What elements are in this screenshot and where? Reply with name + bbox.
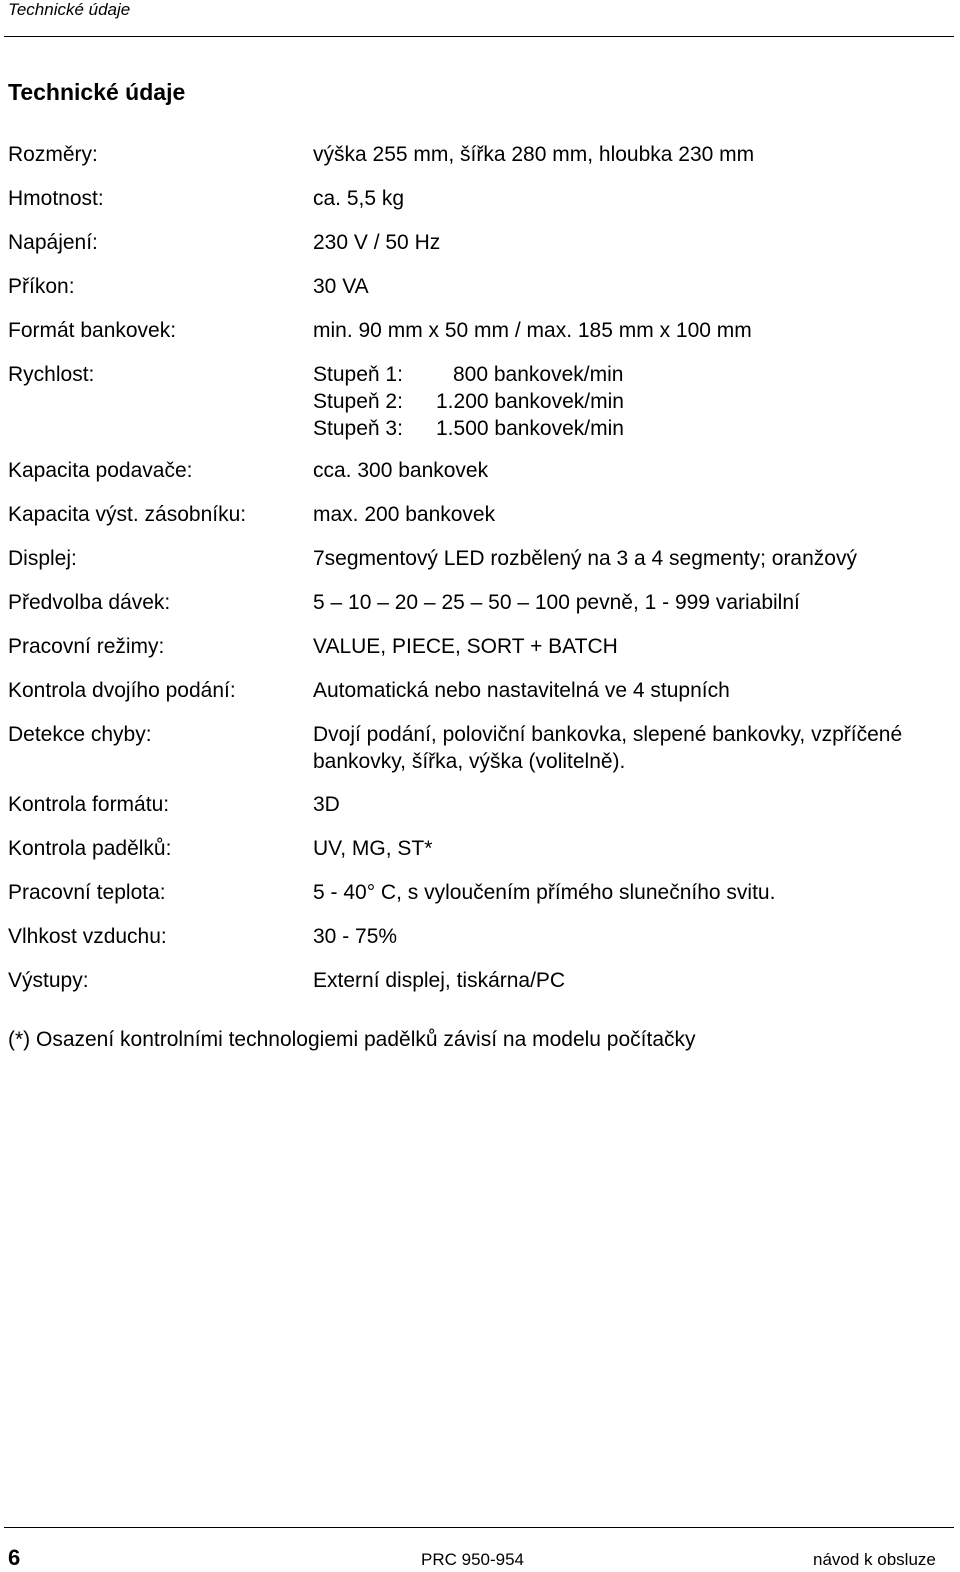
spec-value-outputs: Externí displej, tiskárna/PC [313, 969, 566, 992]
spec-label-dimensions: Rozměry: [8, 143, 98, 166]
spec-label-counterfeit-check: Kontrola padělků: [8, 837, 172, 860]
spec-value-power-consumption: 30 VA [313, 275, 369, 298]
spec-label-power-consumption: Příkon: [8, 275, 75, 298]
speed-stage: Stupeň 1: [313, 363, 403, 386]
header-divider [4, 36, 954, 37]
spec-value-stacker-capacity: max. 200 bankovek [313, 503, 496, 526]
spec-label-work-modes: Pracovní režimy: [8, 635, 165, 658]
spec-value-feeder-capacity: cca. 300 bankovek [313, 459, 489, 482]
speed-stage: Stupeň 3: [313, 417, 403, 440]
spec-value-double-feed-check: Automatická nebo nastavitelná ve 4 stupních [313, 679, 730, 702]
spec-label-batch-preset: Předvolba dávek: [8, 591, 171, 614]
spec-label-display: Displej: [8, 547, 77, 570]
speed-rate: 1.500 bankovek/min [436, 417, 624, 440]
spec-label-format-check: Kontrola formátu: [8, 793, 170, 816]
spec-value-operating-temperature: 5 - 40° C, s vyloučením přímého slunečního svitu. [313, 881, 776, 904]
footer-divider [4, 1527, 954, 1528]
spec-value-display: 7segmentový LED rozbělený na 3 a 4 segmenty; oranžový [313, 547, 857, 570]
spec-label-feeder-capacity: Kapacita podavače: [8, 459, 193, 482]
speed-stage: Stupeň 2: [313, 390, 403, 413]
spec-label-stacker-capacity: Kapacita výst. zásobníku: [8, 503, 247, 526]
spec-label-outputs: Výstupy: [8, 969, 89, 992]
spec-label-weight: Hmotnost: [8, 187, 104, 210]
footnote: (*) Osazení kontrolními technologiemi padělků závisí na modelu počítačky [8, 1028, 696, 1051]
spec-value-banknote-format: min. 90 mm x 50 mm / max. 185 mm x 100 mm [313, 319, 752, 342]
spec-value-work-modes: VALUE, PIECE, SORT + BATCH [313, 635, 618, 658]
spec-value-error-detection-continued: bankovky, šířka, výška (volitelně). [313, 750, 626, 773]
spec-label-double-feed-check: Kontrola dvojího podání: [8, 679, 236, 702]
spec-value-format-check: 3D [313, 793, 340, 816]
spec-label-power-supply: Napájení: [8, 231, 98, 254]
footer-manual-name: návod k obsluze [813, 1550, 936, 1569]
spec-value-power-supply: 230 V / 50 Hz [313, 231, 441, 254]
spec-label-speed: Rychlost: [8, 363, 95, 386]
spec-value-counterfeit-check: UV, MG, ST* [313, 837, 433, 860]
footer-model-name: PRC 950-954 [421, 1550, 525, 1569]
page-number: 6 [8, 1545, 21, 1570]
page-header-title: Technické údaje [8, 0, 131, 19]
spec-value-humidity: 30 - 75% [313, 925, 398, 948]
speed-rate: 1.200 bankovek/min [436, 390, 624, 413]
spec-label-operating-temperature: Pracovní teplota: [8, 881, 166, 904]
spec-label-banknote-format: Formát bankovek: [8, 319, 177, 342]
section-title: Technické údaje [8, 79, 186, 105]
speed-rate: 800 bankovek/min [453, 363, 624, 386]
spec-value-batch-preset: 5 – 10 – 20 – 25 – 50 – 100 pevně, 1 - 999 variabilní [313, 591, 800, 614]
spec-value-dimensions: výška 255 mm, šířka 280 mm, hloubka 230 mm [313, 143, 755, 166]
spec-label-humidity: Vlhkost vzduchu: [8, 925, 167, 948]
spec-value-weight: ca. 5,5 kg [313, 187, 405, 210]
spec-value-error-detection: Dvojí podání, poloviční bankovka, slepené bankovky, vzpříčené [313, 723, 903, 746]
spec-label-error-detection: Detekce chyby: [8, 723, 152, 746]
